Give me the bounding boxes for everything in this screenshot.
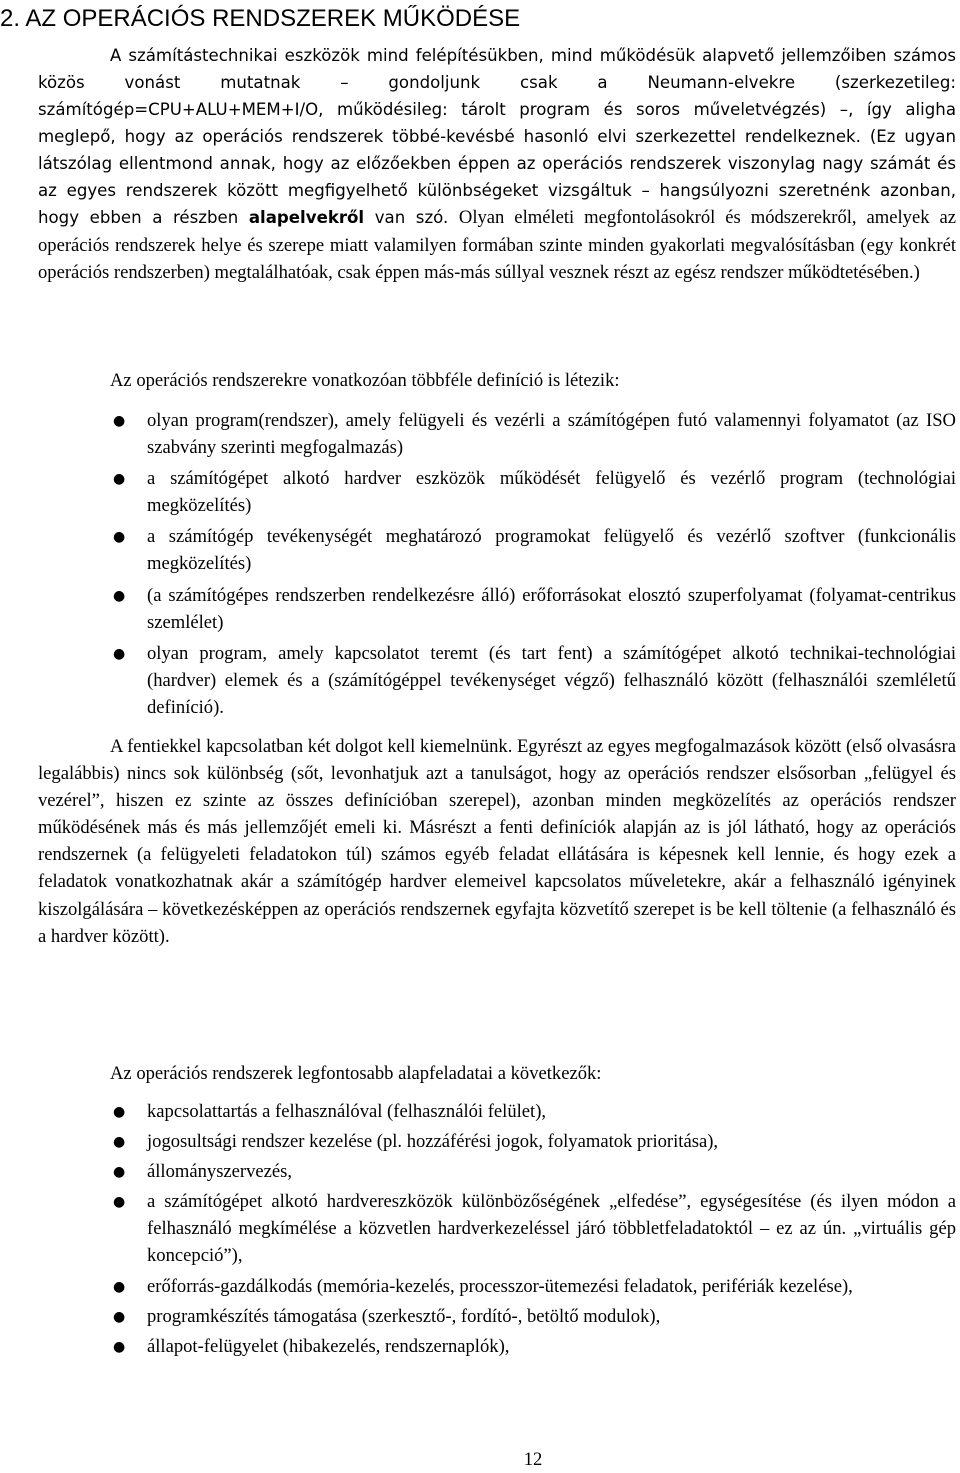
- task-text: erőforrás-gazdálkodás (memória-kezelés, processzor-ütemezési feladatok, perifériák kezelése),: [147, 1275, 853, 1297]
- definitions-intro: Az operációs rendszerekre vonatkozóan többféle definíció is létezik:: [110, 370, 620, 391]
- intro-paragraph: [38, 43, 956, 287]
- list-item: [0, 465, 960, 519]
- bullet-icon: ●: [113, 529, 126, 546]
- list-item: [0, 1098, 960, 1125]
- bullet-icon: ●: [113, 587, 126, 604]
- bullet-icon: ●: [113, 1194, 126, 1211]
- intro-text-c: Olyan elméleti megfontolásokról és módszerekről, amelyek az operációs rendszerek helye és szerepe miatt valamilyen formában szinte minden gyakorlati megvalósításban (egy konkrét operációs rendszerben) megtalálhatóak, csak éppen más-más súllyal vesznek részt az egész rendszer működtetésében.): [38, 207, 957, 284]
- list-item: [0, 1303, 960, 1330]
- bullet-icon: ●: [113, 1134, 126, 1151]
- list-item: [0, 1128, 960, 1155]
- definition-text: olyan program(rendszer), amely felügyeli és vezérli a számítógépen futó valamennyi folyamatot (az ISO szabvány szerinti megfogalmazás): [147, 410, 956, 459]
- bullet-icon: ●: [113, 471, 126, 488]
- chapter-heading: 2. AZ OPERÁCIÓS RENDSZEREK MŰKÖDÉSE: [0, 5, 521, 32]
- definition-text: (a számítógépes rendszerben rendelkezésre álló) erőforrásokat elosztó szuperfolyamat (folyamat-centrikus szemlélet): [147, 584, 956, 633]
- discussion-text-b: Másrészt a fenti definíciók alapján az is jól látható, hogy az operációs rendszernek (a felügyeleti feladatokon túl) számos egyéb feladat ellátására is képesnek kell lennie, és hogy ezek a feladatok vonatkozhatnak akár a számítógép hardver elemeivel kapcsolatos műveletekre, akár a felhasználó igényinek kiszolgálására – következésképpen az operációs rendszernek egyfajta közvetítő szerepet is be kell töltenie (a felhasználó és a hardver között).: [38, 817, 956, 947]
- bullet-icon: ●: [113, 645, 126, 662]
- definition-text: olyan program, amely kapcsolatot teremt (és tart fent) a számítógépet alkotó technikai-technológiai (hardver) elemek és a (számítógéppel tevékenységet végző) felhasználó között (felhasználói szemléletű definíció).: [147, 642, 956, 718]
- definition-text: a számítógépet alkotó hardver eszközök működését felügyelő és vezérlő program (technológiai megközelítés): [147, 468, 956, 517]
- bullet-icon: ●: [113, 1338, 126, 1355]
- task-text: állományszervezés,: [147, 1161, 293, 1183]
- list-item: [0, 640, 960, 721]
- definition-text: a számítógép tevékenységét meghatározó programokat felügyelő és vezérlő szoftver (funkcionális megközelítés): [147, 526, 956, 575]
- intro-bold-term: alapelvekről: [248, 208, 365, 228]
- list-item: [0, 1273, 960, 1300]
- task-text: kapcsolattartás a felhasználóval (felhasználói felület),: [147, 1101, 547, 1122]
- task-text: programkészítés támogatása (szerkesztő-, fordító-, betöltő modulok),: [147, 1305, 661, 1327]
- list-item: [0, 1333, 960, 1360]
- task-text: állapot-felügyelet (hibakezelés, rendszernaplók),: [147, 1335, 510, 1357]
- list-item: [0, 1158, 960, 1185]
- tasks-list: [0, 1098, 960, 1360]
- definitions-list: [0, 407, 960, 721]
- tasks-intro: Az operációs rendszerek legfontosabb alapfeladatai a következők:: [110, 1063, 602, 1084]
- discussion-paragraph: [38, 733, 956, 950]
- bullet-icon: ●: [113, 1104, 126, 1120]
- list-item: [0, 582, 960, 636]
- task-text: a számítógépet alkotó hardvereszközök különbözőségének „elfedése”, egységesítése (és ilyen módon a felhasználó megkímélése a közvetlen hardverkezeléssel járó többletfeladatoktól – ez az ún. „virtuális gép koncepció”),: [147, 1191, 956, 1267]
- bullet-icon: ●: [113, 1278, 126, 1295]
- bullet-icon: ●: [113, 1308, 126, 1325]
- list-item: [0, 1188, 960, 1269]
- page-number: 12: [523, 1449, 543, 1470]
- list-item: [0, 523, 960, 577]
- bullet-icon: ●: [113, 413, 126, 429]
- task-text: jogosultsági rendszer kezelése (pl. hozzáférési jogok, folyamatok prioritása),: [147, 1131, 719, 1153]
- list-item: [0, 407, 960, 461]
- intro-text-a: A számítástechnikai eszközök mind felépítésükben, mind működésük alapvető jellemzőiben számos közös vonást mutatnak – gondoljunk csak a Neumann-elvekre (szerkezetileg: számítógép=CPU+ALU+MEM+I/O, működésileg: tárolt program és soros műveletvégzés) –, így aligha meglepő, hogy az operációs rendszerek többé-kevésbé hasonló elvi szerkezettel rendelkeznek. (Ez ugyan látszólag ellentmond annak, hogy az előzőekben éppen az operációs rendszerek viszonylag nagy számát és az egyes rendszerek között megfigyelhető különbségeket vizsgáltuk – hangsúlyozni szeretnénk azonban, hogy ebben a részben: [38, 46, 956, 228]
- intro-text-b: van szó.: [364, 208, 459, 228]
- bullet-icon: ●: [113, 1164, 126, 1181]
- discussion-text-a: A fentiekkel kapcsolatban két dolgot kell kiemelnünk. Egyrészt az egyes megfogalmazások között (első olvasásra legalábbis) nincs sok különbség (sőt, levonhatjuk azt a tanulságot, hogy az operációs rendszer elsősorban „felügyel és vezérel”, hiszen ez szinte az összes definícióban szerepel), azonban minden megközelítés az operációs rendszer működésének más és más jellemzőjét emeli ki.: [38, 736, 956, 839]
